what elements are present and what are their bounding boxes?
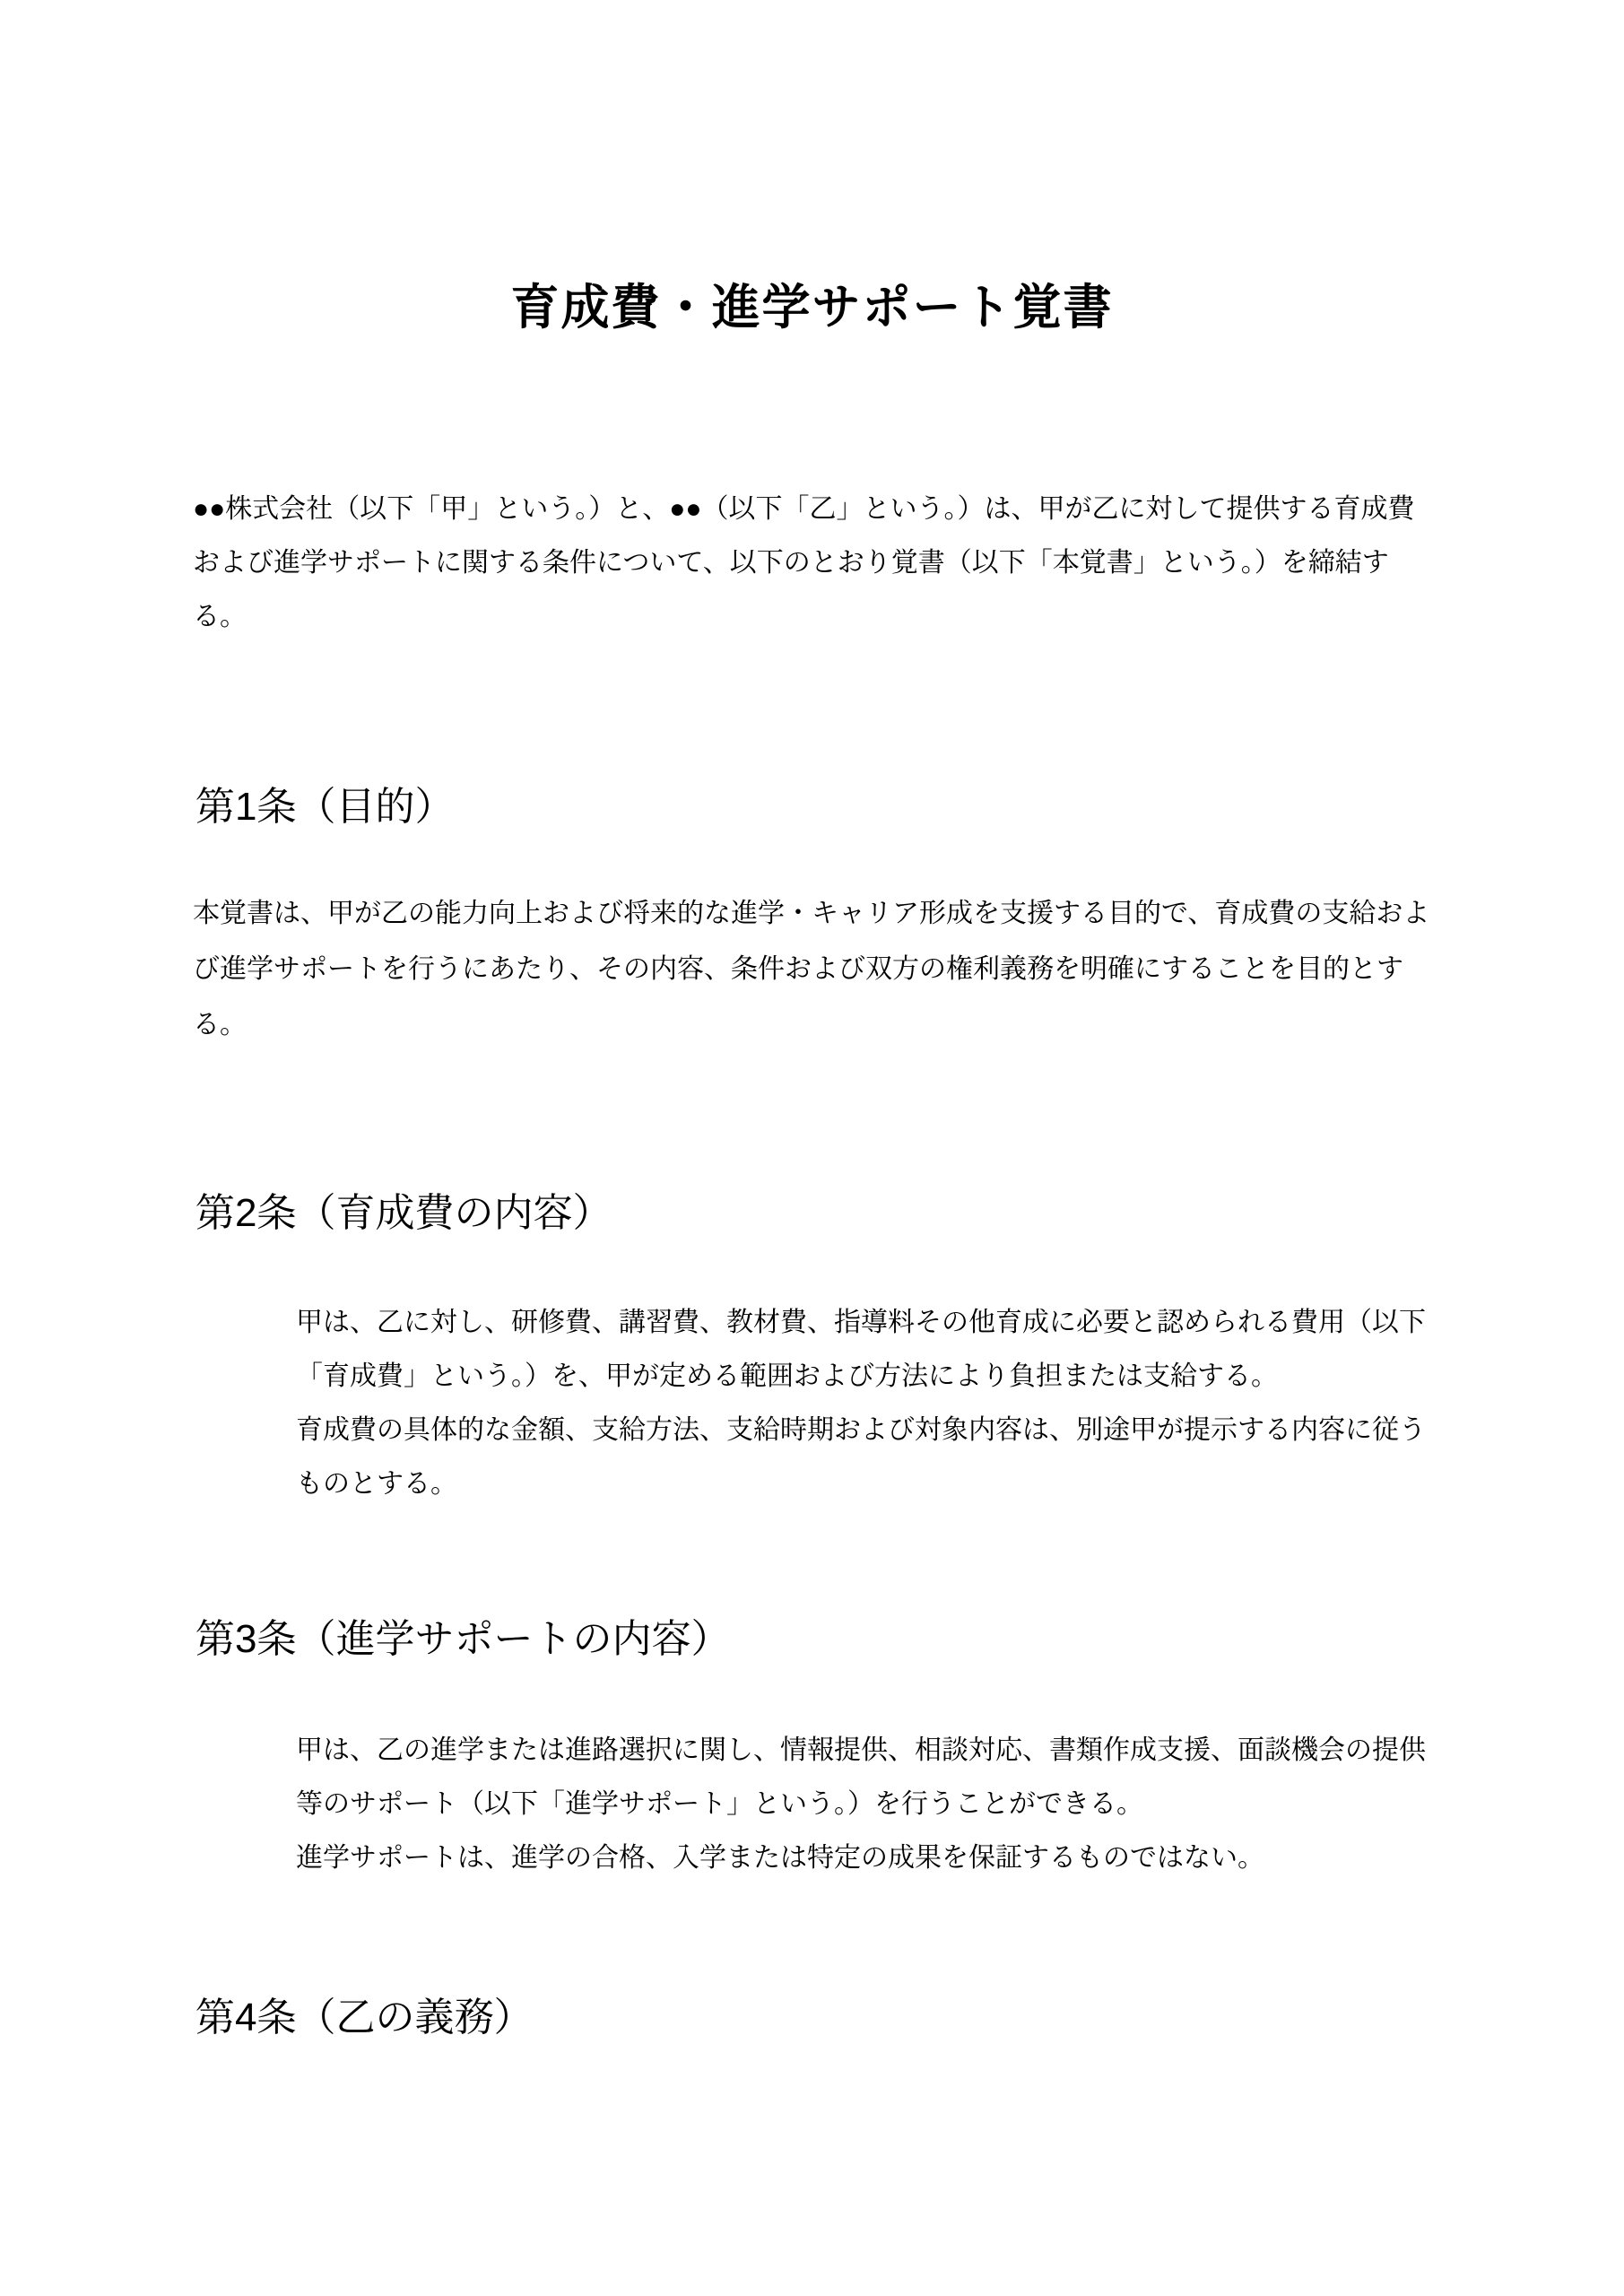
article-3-item-2: 進学サポートは、進学の合格、入学または特定の成果を保証するものではない。 (296, 1843, 1264, 1873)
article-3-body (296, 1724, 1448, 1885)
article-2-body (296, 1296, 1448, 1511)
article-2-item-2: 育成費の具体的な金額、支給方法、支給時期および対象内容は、別途甲が提示する内容に従うものとする。 (296, 1415, 1426, 1499)
article-4-heading: 第4条（乙の義務） (195, 1996, 534, 2039)
article-3-heading: 第3条（進学サポートの内容） (195, 1617, 731, 1661)
article-1-body: 本覚書は、甲が乙の能力向上および将来的な進学・キャリア形成を支援する目的で、育成費の支給および進学サポートを行うにあたり、その内容、条件および双方の権利義務を明確にすることを目的とする。 (193, 899, 1430, 1039)
article-3-item-1: 甲は、乙の進学または進路選択に関し、情報提供、相談対応、書類作成支援、面談機会の提供等のサポート（以下「進学サポート」という。）を行うことができる。 (296, 1735, 1426, 1819)
preamble-paragraph: ●●株式会社（以下「甲」という。）と、●●（以下「乙」という。）は、甲が乙に対して提供する育成費および進学サポートに関する条件について、以下のとおり覚書（以下「本覚書」という。）を締結する。 (193, 494, 1415, 631)
document-title: 育成費・進学サポート覚書 (510, 281, 1114, 335)
article-2-item-1: 甲は、乙に対し、研修費、講習費、教材費、指導料その他育成に必要と認められる費用（以下「育成費」という。）を、甲が定める範囲および方法により負担または支給する。 (296, 1308, 1426, 1391)
article-2-heading: 第2条（育成費の内容） (195, 1191, 612, 1235)
article-1-heading: 第1条（目的） (195, 785, 455, 829)
